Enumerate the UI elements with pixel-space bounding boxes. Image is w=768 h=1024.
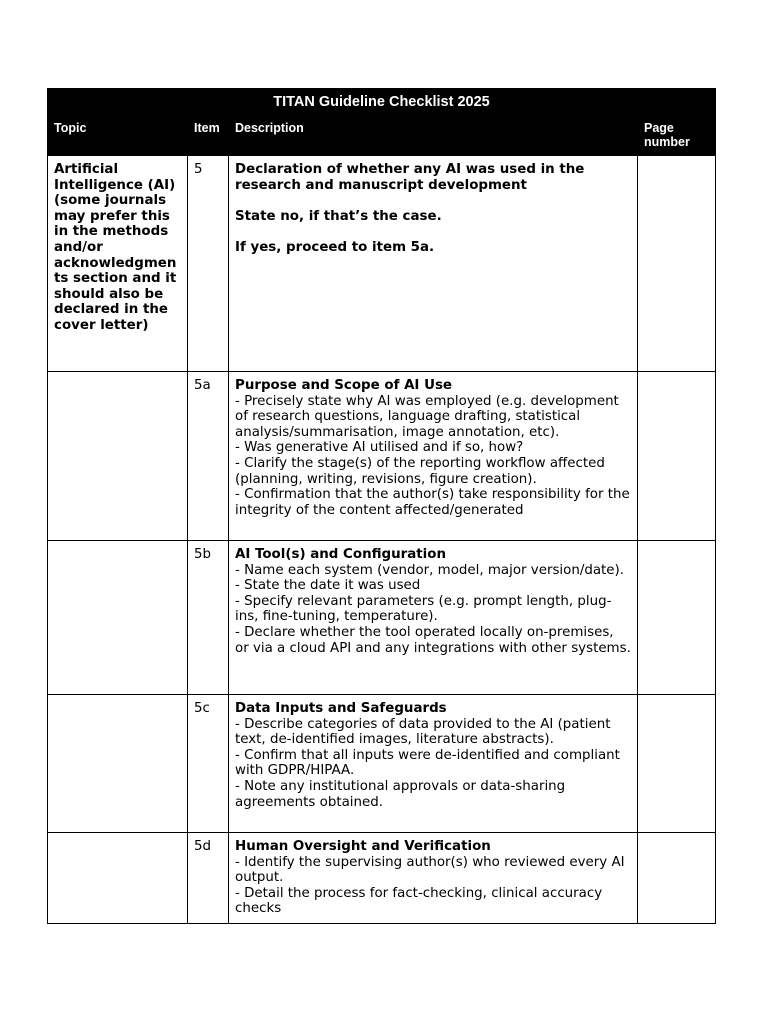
description-heading: Purpose and Scope of AI Use (235, 378, 452, 393)
description-heading: Data Inputs and Safeguards (235, 701, 447, 716)
item-number: 5a (188, 372, 229, 541)
topic-cell (48, 833, 188, 924)
item-number: 5d (188, 833, 229, 924)
description-line: - Identify the supervising author(s) who reviewed every AI output. (235, 854, 625, 886)
header-description: Description (229, 115, 638, 156)
description-cell (229, 372, 638, 541)
header-item: Item (188, 115, 229, 156)
description-line: Declaration of whether any AI was used in the research and manuscript development (235, 162, 585, 193)
description-line: - Confirm that all inputs were de-identified and compliant with GDPR/HIPAA. (235, 747, 620, 779)
page-number-cell[interactable] (638, 156, 716, 372)
description-line: - State the date it was used (235, 578, 421, 594)
description-line: - Confirmation that the author(s) take responsibility for the integrity of the content affected/generated (235, 487, 630, 518)
description-cell (229, 541, 638, 695)
header-page-number: Page number (638, 115, 716, 156)
description-line: - Name each system (vendor, model, major version/date). (235, 562, 625, 578)
table-row (48, 156, 716, 372)
description-heading: Human Oversight and Verification (235, 839, 491, 854)
description-line: - Specify relevant parameters (e.g. prompt length, plug-ins, fine-tuning, temperature). (235, 593, 612, 625)
description-line: State no, if that’s the case. (235, 208, 442, 224)
page-number-cell[interactable] (638, 833, 716, 924)
item-number: 5c (188, 695, 229, 833)
description-line: - Detail the process for fact-checking, clinical accuracy checks (235, 885, 603, 917)
page-number-cell[interactable] (638, 541, 716, 695)
table-row (48, 695, 716, 833)
table-row (48, 541, 716, 695)
checklist-table (47, 88, 716, 924)
topic-cell (48, 156, 188, 372)
table-row (48, 833, 716, 924)
table-row (48, 372, 716, 541)
description-cell (229, 156, 638, 372)
description-line: - Clarify the stage(s) of the reporting workflow affected (planning, writing, revisions, figure creation). (235, 455, 605, 487)
topic-cell (48, 541, 188, 695)
topic-text: Artificial Intelligence (AI) (some journals may prefer this in the methods and/or acknowledgments section and it should also be declared in the cover letter) (54, 162, 177, 333)
description-heading: AI Tool(s) and Configuration (235, 547, 447, 562)
description-cell (229, 833, 638, 924)
table-header-row (48, 115, 716, 156)
description-line: - Precisely state why AI was employed (e.g. development of research questions, language drafting, statistical analysis/summarisation, image annotation, etc). (235, 393, 619, 440)
topic-cell (48, 372, 188, 541)
description-line: - Declare whether the tool operated locally on-premises, or via a cloud API and any integrations with other systems. (235, 624, 631, 656)
topic-cell (48, 695, 188, 833)
table-title-row (48, 89, 716, 116)
table-title: TITAN Guideline Checklist 2025 (48, 89, 716, 116)
description-line: - Describe categories of data provided to the AI (patient text, de-identified images, literature abstracts). (235, 716, 611, 748)
description-line: If yes, proceed to item 5a. (235, 239, 435, 255)
header-topic: Topic (48, 115, 188, 156)
description-cell (229, 695, 638, 833)
item-number: 5 (188, 156, 229, 372)
page-number-cell[interactable] (638, 372, 716, 541)
description-line: - Was generative AI utilised and if so, how? (235, 440, 524, 456)
item-number: 5b (188, 541, 229, 695)
page-number-cell[interactable] (638, 695, 716, 833)
description-line: - Note any institutional approvals or data-sharing agreements obtained. (235, 778, 566, 810)
